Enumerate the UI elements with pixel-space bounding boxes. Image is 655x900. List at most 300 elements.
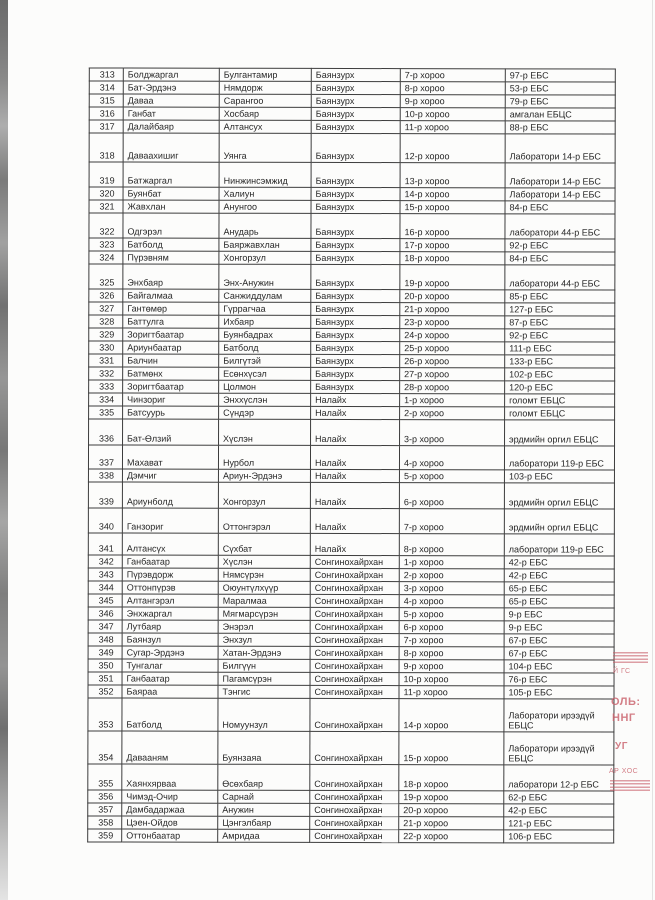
cell-school: 42-р ЕБС [504,556,614,569]
cell-district: Баянзурх [311,380,400,393]
cell-name: Болджаргал [123,68,219,81]
cell-district: Сонгинохайрхан [310,620,399,633]
table-row [88,698,614,732]
cell-father: Нямдорж [219,81,311,94]
cell-father: Хүслэн [218,555,310,568]
cell-father: Есөнхүсэл [219,367,311,380]
cell-school: 121-р ЕБС [504,817,614,830]
cell-name: Алтангэрэл [122,594,218,607]
cell-khoroo: 14-р хороо [399,699,504,732]
cell-no: 341 [88,533,122,555]
cell-school: 79-р ЕБС [505,95,615,108]
cell-khoroo: 11-р хороо [400,121,505,134]
cell-school: 106-р ЕБС [504,830,614,843]
cell-district: Баянзурх [311,94,400,107]
cell-school: 105-р ЕБС [504,686,614,699]
cell-name: Ариунболд [122,482,218,508]
cell-district: Налайх [310,533,399,555]
cell-no: 331 [89,354,123,367]
cell-district: Баянзурх [311,367,400,380]
cell-khoroo: 4-р хороо [399,595,504,608]
cell-khoroo: 12-р хороо [400,134,505,163]
cell-district: Баянзурх [311,264,400,289]
cell-district: Баянзурх [311,289,400,302]
cell-khoroo: 23-р хороо [400,316,505,329]
cell-khoroo: 17-р хороо [400,239,505,252]
cell-father: Нямсүрэн [218,568,310,581]
cell-name: Батжаргал [123,162,219,187]
cell-father: Энэрэл [218,620,310,633]
table-row [88,829,614,843]
stamp-block-fragment [613,652,648,665]
table-row [89,94,615,108]
cell-father: Тэнгис [218,685,310,698]
cell-khoroo: 6-р хороо [399,483,504,509]
cell-school: 84-р ЕБС [505,252,615,265]
cell-father: Ариун-Эрдэнэ [218,469,310,482]
table-row [88,731,614,765]
cell-district: Баянзурх [311,354,400,367]
cell-school: эрдмийн оргил ЕБЦС [504,509,614,534]
stamp-text-fragment: ОЛЬ: [611,696,641,708]
cell-district: Баянзурх [311,200,400,213]
table-row [89,315,615,329]
cell-name: Даваа [123,94,219,107]
cell-name: Цэен-Ойдов [122,816,218,829]
cell-father: Хатан-Эрдэнэ [218,646,310,659]
cell-school: 84-р ЕБС [505,201,615,214]
cell-father: Номуунзул [218,698,310,731]
cell-school: лаборатори 119-р ЕБС [504,446,614,470]
cell-school: 67-р ЕБС [504,647,614,660]
cell-father: Хосбаяр [219,107,311,120]
cell-no: 321 [89,200,123,213]
cell-district: Баянзурх [311,133,400,162]
cell-name: Даваахишиг [123,133,219,162]
cell-name: Бат-Өлзий [123,419,219,445]
table-row [88,790,614,804]
cell-name: Пүрэвдорж [122,568,218,581]
cell-khoroo: 8-р хороо [399,534,504,556]
cell-district: Баянзурх [311,302,400,315]
cell-khoroo: 19-р хороо [400,265,505,290]
cell-father: Оюунтүлхүүр [218,581,310,594]
cell-no: 350 [88,659,122,672]
table-row [89,68,615,82]
cell-district: Сонгинохайрхан [310,555,399,568]
cell-name: Тунгалаг [122,659,218,672]
cell-district: Сонгинохайрхан [310,790,399,803]
cell-name: Чимэд-Очир [122,790,218,803]
cell-no: 351 [88,672,122,685]
table-row [89,187,615,201]
cell-no: 344 [88,581,122,594]
cell-father: Цолмон [219,380,311,393]
cell-father: Мягмарсүрэн [218,607,310,620]
cell-school: 88-р ЕБС [505,121,615,134]
cell-khoroo: 7-р хороо [399,509,504,534]
cell-khoroo: 24-р хороо [400,329,505,342]
cell-district: Баянзурх [311,328,400,341]
stamp-text-fragment: АР ХОС [609,768,639,775]
cell-khoroo: 8-р хороо [400,82,505,95]
cell-father: Нурбол [218,445,310,469]
cell-district: Сонгинохайрхан [310,646,399,659]
cell-district: Сонгинохайрхан [310,764,399,790]
cell-district: Баянзурх [311,315,400,328]
cell-father: Гүррагчаа [219,302,311,315]
cell-school: 92-р ЕБС [505,329,615,342]
cell-district: Налайх [310,469,399,482]
cell-father: Сүхбат [218,533,310,555]
cell-no: 317 [89,120,123,133]
cell-school: Лаборатори 14-р ЕБС [505,163,615,188]
scan-edge-shadow [0,0,8,900]
cell-khoroo: 15-р хороо [400,201,505,214]
cell-name: Лутбаяр [122,620,218,633]
cell-father: Энхзул [218,633,310,646]
cell-name: Пүрэвням [123,251,219,264]
cell-no: 338 [88,469,122,482]
cell-no: 359 [88,829,122,842]
table-row [88,533,614,556]
cell-school: 97-р ЕБС [505,69,615,82]
table-row [88,607,614,621]
cell-school: 9-р ЕБС [504,621,614,634]
cell-name: Батмөнх [123,367,219,380]
cell-school: 87-р ЕБС [505,316,615,329]
page-edge-line [652,0,653,900]
cell-school: 67-р ЕБС [504,634,614,647]
cell-khoroo: 10-р хороо [400,108,505,121]
cell-district: Налайх [311,393,400,406]
cell-name: Баянзул [122,633,218,646]
table-row [88,445,614,470]
cell-district: Сонгинохайрхан [310,685,399,698]
cell-name: Ариунбаатар [123,341,219,354]
cell-name: Бат-Эрдэнэ [123,81,219,94]
cell-name: Алтансүх [122,533,218,555]
cell-school: 120-р ЕБС [505,381,615,394]
cell-district: Сонгинохайрхан [310,672,399,685]
cell-father: Сүндэр [219,406,311,419]
cell-district: Баянзурх [311,238,400,251]
cell-school: 111-р ЕБС [505,342,615,355]
cell-school: эрдмийн оргил ЕБЦС [504,483,614,509]
cell-school: 133-р ЕБС [505,355,615,368]
cell-school: лаборатори 12-р ЕБС [504,765,614,791]
cell-name: Гантөмөр [123,302,219,315]
cell-district: Налайх [311,419,400,445]
cell-khoroo: 18-р хороо [400,252,505,265]
cell-father: Маралмаа [218,594,310,607]
stamp-block-fragment [610,780,650,792]
cell-father: Сарнай [218,790,310,803]
cell-district: Сонгинохайрхан [310,581,399,594]
cell-khoroo: 21-р хороо [400,303,505,316]
table-row [89,251,615,265]
cell-school: 53-р ЕБС [505,82,615,95]
cell-khoroo: 3-р хороо [399,582,504,595]
cell-khoroo: 5-р хороо [399,470,504,483]
cell-father: Уянга [219,133,311,162]
cell-district: Сонгинохайрхан [310,607,399,620]
table-row [88,633,614,647]
cell-district: Баянзурх [311,120,400,133]
cell-name: Батсуурь [123,406,219,419]
cell-no: 352 [88,685,122,698]
table-row [89,264,615,290]
cell-district: Баянзурх [311,251,400,264]
stamp-text-fragment: ННГ [612,712,636,724]
cell-no: 314 [89,81,123,94]
cell-no: 332 [89,367,123,380]
cell-no: 356 [88,790,122,803]
cell-district: Сонгинохайрхан [310,731,399,764]
cell-district: Сонгинохайрхан [310,594,399,607]
cell-khoroo: 2-р хороо [399,569,504,582]
cell-father: Хонгорзул [218,482,310,508]
table-row [89,406,615,420]
cell-father: Сарангоо [219,94,311,107]
cell-school: эрдмийн оргил ЕБЦС [505,420,615,446]
cell-school: 65-р ЕБС [504,595,614,608]
cell-name: Далайбаяр [123,120,219,133]
table-row [89,367,615,381]
cell-no: 349 [88,646,122,659]
cell-no: 358 [88,816,122,829]
table-row [89,380,615,394]
cell-khoroo: 28-р хороо [400,381,505,394]
cell-khoroo: 21-р хороо [399,817,504,830]
cell-school: 76-р ЕБС [504,673,614,686]
cell-name: Буянбат [123,187,219,200]
cell-no: 334 [89,393,123,406]
cell-father: Энх-Анужин [219,264,311,289]
cell-district: Сонгинохайрхан [310,803,399,816]
cell-name: Батболд [123,238,219,251]
table-row [88,646,614,660]
table-row [88,685,614,699]
cell-khoroo: 11-р хороо [399,686,504,699]
cell-name: Баяраа [122,685,218,698]
table-row [88,672,614,686]
cell-no: 325 [89,264,123,289]
cell-no: 346 [88,607,122,620]
cell-district: Сонгинохайрхан [310,829,399,842]
cell-no: 322 [89,213,123,238]
cell-district: Налайх [310,482,399,508]
cell-father: Оттонгэрэл [218,508,310,533]
cell-name: Дамбадаржаа [122,803,218,816]
cell-name: Жавхлан [123,200,219,213]
table-row [89,133,615,163]
cell-no: 333 [89,380,123,393]
table-row [88,803,614,817]
table-row [89,162,615,188]
cell-khoroo: 13-р хороо [400,163,505,188]
cell-district: Сонгинохайрхан [310,633,399,646]
cell-district: Баянзурх [311,341,400,354]
cell-district: Сонгинохайрхан [310,698,399,731]
cell-name: Одгэрэл [123,213,219,238]
cell-khoroo: 9-р хороо [399,660,504,673]
cell-district: Налайх [310,445,399,469]
table-row [89,419,615,446]
cell-no: 336 [89,419,123,445]
cell-no: 337 [88,445,122,469]
cell-father: Халиун [219,187,311,200]
cell-district: Баянзурх [311,107,400,120]
cell-father: Нинжинсэмжид [219,162,311,187]
table-row [89,289,615,303]
cell-school: 65-р ЕБС [504,582,614,595]
cell-school: лаборатори 44-р ЕБС [505,265,615,290]
cell-no: 329 [89,328,123,341]
cell-name: Ганбаатар [122,555,218,568]
table-row [89,213,615,239]
cell-no: 316 [89,107,123,120]
table-row [88,482,614,509]
cell-no: 354 [88,731,122,764]
cell-no: 326 [89,289,123,302]
cell-father: Анударь [219,213,311,238]
table-row [89,341,615,355]
cell-father: Баяржавхлан [219,238,311,251]
table-row [89,354,615,368]
cell-no: 355 [88,764,122,790]
cell-district: Баянзурх [311,213,400,238]
cell-district: Баянзурх [311,68,400,81]
cell-khoroo: 25-р хороо [400,342,505,355]
cell-district: Налайх [310,508,399,533]
table-row [88,568,614,582]
cell-school: 85-р ЕБС [505,290,615,303]
cell-father: Өсөхбаяр [218,764,310,790]
cell-no: 348 [88,633,122,646]
cell-district: Налайх [311,406,400,419]
cell-no: 353 [88,698,122,731]
cell-father: Билгүүн [218,659,310,672]
cell-father: Цэнгэлбаяр [218,816,310,829]
cell-no: 318 [89,133,123,162]
cell-khoroo: 27-р хороо [400,368,505,381]
cell-khoroo: 26-р хороо [400,355,505,368]
cell-khoroo: 14-р хороо [400,188,505,201]
cell-school: 42-р ЕБС [504,804,614,817]
cell-school: 62-р ЕБС [504,791,614,804]
cell-district: Сонгинохайрхан [310,816,399,829]
cell-father: Анужин [218,803,310,816]
table-row [88,620,614,634]
cell-no: 324 [89,251,123,264]
table-row [88,659,614,673]
table-row [89,200,615,214]
cell-khoroo: 22-р хороо [399,830,504,843]
cell-khoroo: 20-р хороо [399,804,504,817]
cell-father: Амридаа [218,829,310,842]
cell-name: Ганбаатар [122,672,218,685]
cell-father: Буянбадрах [219,328,311,341]
cell-name: Энхбаяр [123,264,219,289]
cell-father: Энххүслэн [219,393,311,406]
cell-district: Сонгинохайрхан [310,659,399,672]
cell-name: Давааням [122,731,218,764]
table-row [89,81,615,95]
table-row [89,393,615,407]
cell-school: Лаборатори 14-р ЕБС [505,188,615,201]
cell-name: Дэмчиг [122,469,218,482]
cell-no: 315 [89,94,123,107]
cell-school: голомт ЕБЦС [505,394,615,407]
cell-school: лаборатори 44-р ЕБС [505,214,615,239]
cell-no: 319 [89,162,123,187]
cell-name: Энхжаргал [122,607,218,620]
stamp-text-fragment: УГ [615,741,628,752]
cell-khoroo: 5-р хороо [399,608,504,621]
cell-khoroo: 9-р хороо [400,95,505,108]
cell-school: 102-р ЕБС [505,368,615,381]
cell-school: 127-р ЕБС [505,303,615,316]
cell-district: Баянзурх [311,187,400,200]
cell-no: 345 [88,594,122,607]
cell-name: Оттонпүрэв [122,581,218,594]
cell-khoroo: 8-р хороо [399,647,504,660]
cell-name: Оттонбаатар [122,829,218,842]
table-row [88,764,614,791]
cell-khoroo: 6-р хороо [399,621,504,634]
cell-school: 104-р ЕБС [504,660,614,673]
cell-school: Лаборатори 14-р ЕБС [505,134,615,163]
cell-khoroo: 18-р хороо [399,765,504,791]
cell-father: Батболд [219,341,311,354]
cell-name: Махават [122,445,218,469]
cell-khoroo: 1-р хороо [399,556,504,569]
cell-father: Алтансух [219,120,311,133]
cell-khoroo: 3-р хороо [400,420,505,446]
cell-no: 340 [88,508,122,533]
table-row [88,581,614,595]
cell-father: Булгантамир [219,68,311,81]
cell-no: 320 [89,187,123,200]
cell-school: 92-р ЕБС [505,239,615,252]
table-row [89,302,615,316]
cell-khoroo: 4-р хороо [399,446,504,470]
cell-school: амгалан ЕБЦС [505,108,615,121]
student-roster-table [87,67,616,843]
cell-school: голомт ЕБЦС [505,407,615,420]
cell-no: 347 [88,620,122,633]
table-row [88,469,614,483]
cell-district: Баянзурх [311,81,400,94]
cell-no: 339 [88,482,122,508]
cell-no: 327 [89,302,123,315]
table-row [88,555,614,569]
cell-khoroo: 7-р хороо [400,69,505,82]
cell-khoroo: 15-р хороо [399,732,504,765]
cell-khoroo: 20-р хороо [400,290,505,303]
cell-no: 335 [89,406,123,419]
cell-district: Баянзурх [311,162,400,187]
cell-khoroo: 7-р хороо [399,634,504,647]
cell-khoroo: 16-р хороо [400,214,505,239]
cell-name: Чинзориг [123,393,219,406]
cell-khoroo: 19-р хороо [399,791,504,804]
cell-father: Хонгорзул [219,251,311,264]
cell-no: 328 [89,315,123,328]
roster-body [88,68,616,843]
cell-khoroo: 2-р хороо [400,407,505,420]
